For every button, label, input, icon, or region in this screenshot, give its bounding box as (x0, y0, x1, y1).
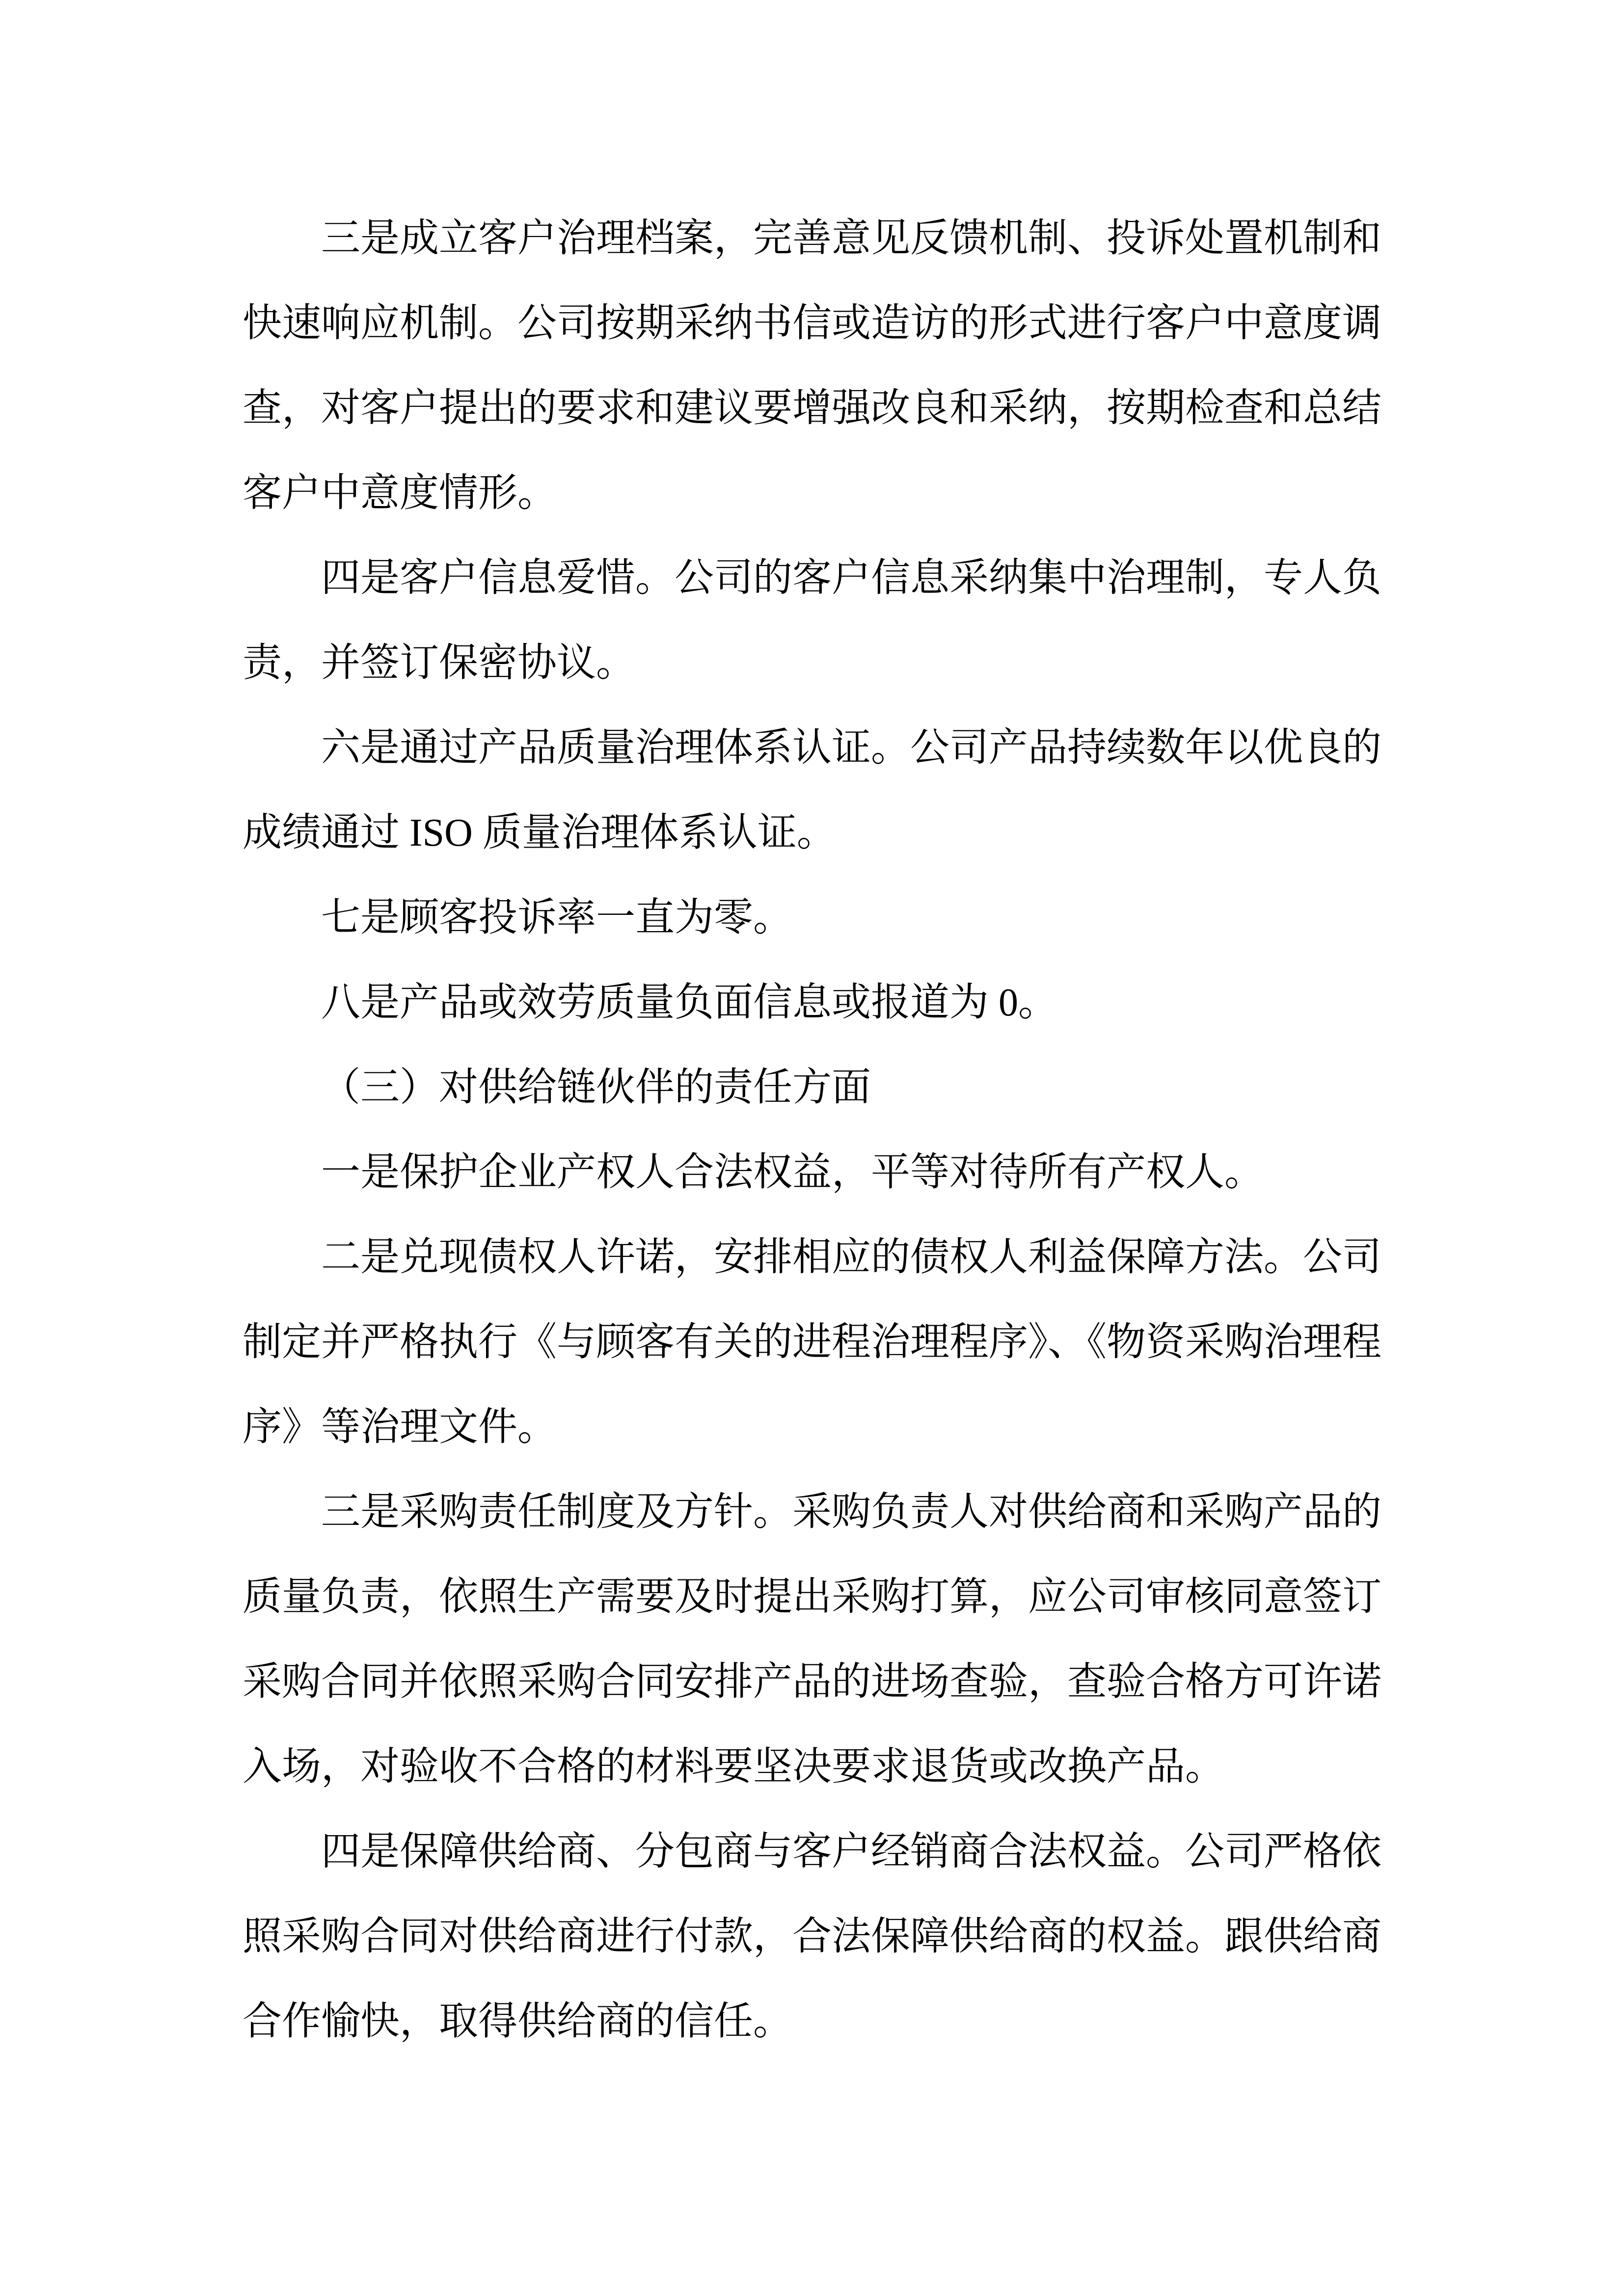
paragraph-9: 三是采购责任制度及方针。采购负责人对供给商和采购产品的质量负责，依照生产需要及时提出采购打算，应公司审核同意签订采购合同并依照采购合同安排产品的进场查验，查验合格方可许诺入场，对验收不合格的材料要坚决要求退货或改换产品。 (243, 1491, 1381, 1789)
paragraph-10: 四是保障供给商、分包商与客户经销商合法权益。公司严格依照采购合同对供给商进行付款，合法保障供给商的权益。跟供给商合作愉快，取得供给商的信任。 (243, 1830, 1381, 2043)
paragraph-4: 七是顾客投诉率一直为零。 (321, 896, 792, 939)
paragraph-2: 四是客户信息爱惜。公司的客户信息采纳集中治理制，专人负责，并签订保密协议。 (243, 557, 1381, 685)
paragraph-1: 三是成立客户治理档案，完善意见反馈机制、投诉处置机制和快速响应机制。公司按期采纳书信或造访的形式进行客户中意度调查，对客户提出的要求和建议要增强改良和采纳，按期检查和总结客户中意度情形。 (243, 217, 1381, 515)
paragraph-5: 八是产品或效劳质量负面信息或报道为 0。 (321, 981, 1057, 1024)
paragraph-7: 一是保护企业产权人合法权益，平等对待所有产权人。 (321, 1151, 1264, 1194)
paragraph-6: （三）对供给链伙伴的责任方面 (321, 1066, 871, 1109)
paragraph-8: 二是兑现债权人许诺，安排相应的债权人利益保障方法。公司制定并严格执行《与顾客有关的进程治理程序》、《物资采购治理程序》等治理文件。 (243, 1236, 1381, 1449)
paragraph-3: 六是通过产品质量治理体系认证。公司产品持续数年以优良的成绩通过 ISO 质量治理体系认证。 (243, 726, 1381, 854)
